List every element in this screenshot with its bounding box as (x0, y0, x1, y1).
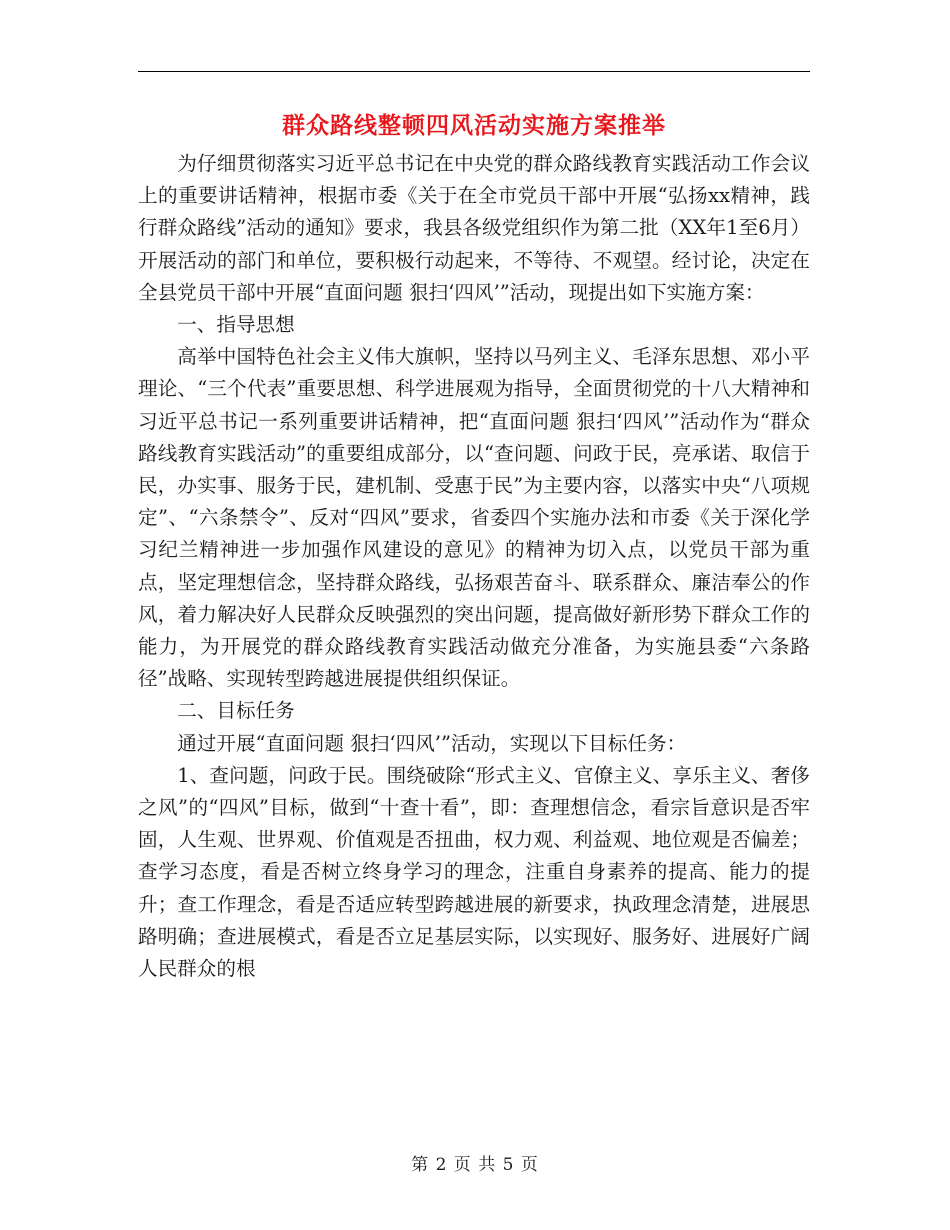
section-2-intro: 通过开展“直面问题 狠扫‘四风’”活动，实现以下目标任务： (177, 731, 687, 755)
section-2-heading: 二、目标任务 (177, 699, 295, 723)
section-1-body: 高举中国特色社会主义伟大旗帜，坚持以马列主义、毛泽东思想、邓小平理论、“三个代表”重要思想、科学进展观为指导，全面贯彻党的十八大精神和习近平总书记一系列重要讲话精神，把“直面问题 狠扫‘四风’”活动作为“群众路线教育实践活动”的重要组成部分，以“查问题、问政于民，亮承诺、取信于民，办实事、服务于民，建机制、受惠于民”为主要内容，以落实中央“八项规定”、“六条禁令”、反对“四风”要求，省委四个实施办法和市委《关于深化学习纪兰精神进一步加强作风建设的意见》的精神为切入点，以党员干部为重点，坚定理想信念，坚持群众路线，弘扬艰苦奋斗、联系群众、廉洁奉公的作风，着力解决好人民群众反映强烈的突出问题，提高做好新形势下群众工作的能力，为开展党的群众路线教育实践活动做充分准备，为实施县委“六条路径”战略、实现转型跨越进展提供组织保证。 (138, 345, 810, 691)
document-body (138, 148, 810, 985)
document-title: 群众路线整顿四风活动实施方案推举 (282, 112, 666, 139)
intro-paragraph: 为仔细贯彻落实习近平总书记在中央党的群众路线教育实践活动工作会议上的重要讲话精神，根据市委《关于在全市党员干部中开展“弘扬xx精神，践行群众路线”活动的通知》要求，我县各级党组织作为第二批（XX年1至6月）开展活动的部门和单位，要积极行动起来，不等待、不观望。经讨论，决定在全县党员干部中开展“直面问题 狠扫‘四风’”活动，现提出如下实施方案： (138, 152, 810, 304)
header-rule (138, 71, 810, 72)
page-footer: 第 2 页 共 5 页 (411, 1155, 539, 1175)
section-1-heading: 一、指导思想 (177, 313, 295, 337)
section-2-item-1: 1、查问题，问政于民。围绕破除“形式主义、官僚主义、享乐主义、奢侈之风”的“四风”目标，做到“十查十看”，即：查理想信念，看宗旨意识是否牢固，人生观、世界观、价值观是否扭曲，权力观、利益观、地位观是否偏差；查学习态度，看是否树立终身学习的理念，注重自身素养的提高、能力的提升；查工作理念，看是否适应转型跨越进展的新要求，执政理念清楚，进展思路明确；查进展模式，看是否立足基层实际，以实现好、服务好、进展好广阔人民群众的根 (138, 763, 810, 981)
